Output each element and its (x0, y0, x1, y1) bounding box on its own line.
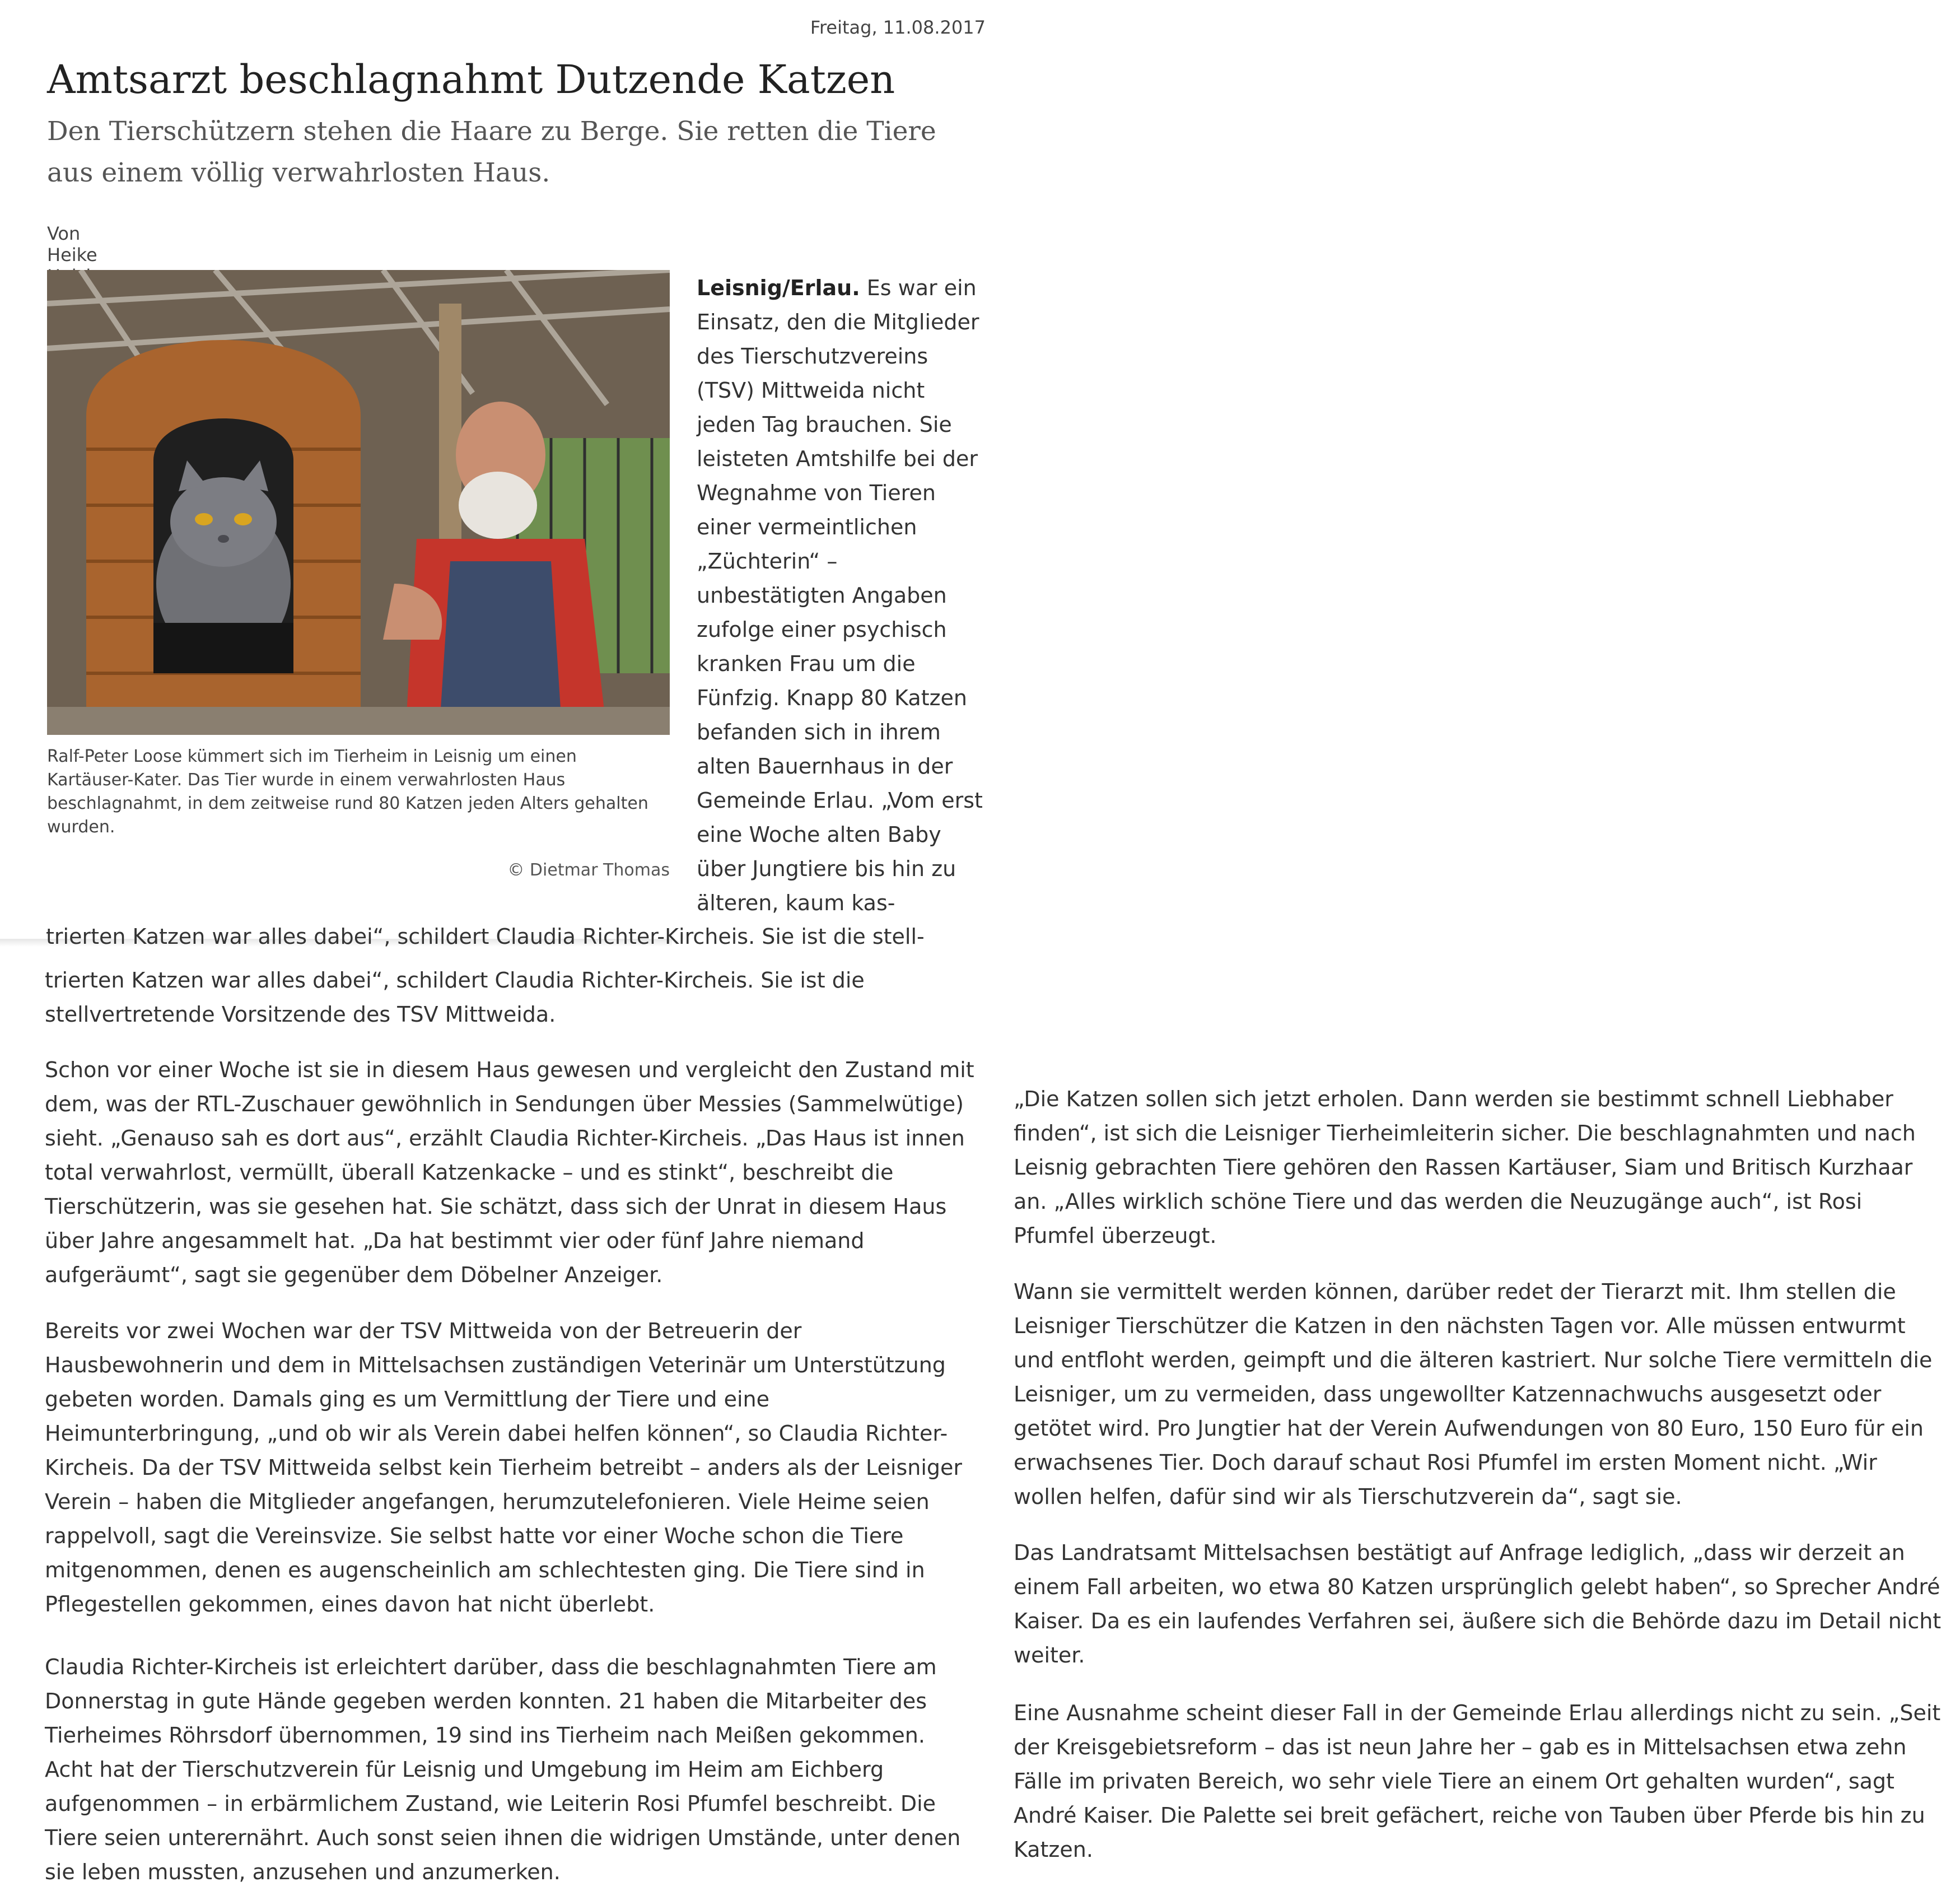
headline: Amtsarzt beschlagnahmt Dutzende Katzen (47, 57, 895, 103)
paragraph-right-3: Das Landratsamt Mittelsachsen bestätigt auf Anfrage lediglich, „dass wir derzeit an einem Fall arbeiten, wo etwa 80 Katzen ursprünglich gelebt haben“, so Sprecher André Kaiser. Da es ein laufendes Verfahren sei, äußere sich die Behörde dazu im Detail nicht weiter. (1014, 1540, 1942, 1668)
paragraph-left-1: trierten Katzen war alles dabei“, schildert Claudia Richter-Kircheis. Sie ist die stellvertretende Vorsitzende des TSV Mittweida. (45, 968, 865, 1027)
lead-paragraph (697, 271, 988, 920)
dateline: Leisnig/Erlau. (697, 276, 860, 300)
paragraph-right-4: Eine Ausnahme scheint dieser Fall in der Gemeinde Erlau allerdings nicht zu sein. „Seit der Kreisgebietsreform – das ist neun Jahre her – gab es in Mittelsachsen etwa zehn Fälle im privaten Bereich, wo sehr viele Tiere an einem Ort gehalten wurden“, sagt André Kaiser. Die Palette sei breit gefächert, reiche von Tauben über Pferde bis hin zu Katzen. (1014, 1701, 1941, 1862)
paragraph-left-2: Schon vor einer Woche ist sie in diesem Haus gewesen und vergleicht den Zustand mit dem, was der RTL-Zuschauer gewöhnlich in Sendungen über Messies (Sammelwütige) sieht. „Genauso sah es dort aus“, erzählt Claudia Richter-Kircheis. „Das Haus ist innen total verwahrlost, vermüllt, überall Katzenkacke – und es stinkt“, beschreibt die Tierschützerin, was sie gesehen hat. Sie schätzt, dass sich der Unrat in diesem Haus über Jahre angesammelt hat. „Da hat bestimmt vier oder fünf Jahre niemand aufgeräumt“, sagt sie gegenüber dem Döbelner Anzeiger. (45, 1058, 974, 1287)
photo-caption: Ralf-Peter Loose kümmert sich im Tierheim in Leisnig um einen Kartäuser-Kater. Das Tier wurde in einem verwahrlosten Haus beschlagnahmt, in dem zeitweise rund 80 Katzen jeden Alters gehalten wurden. (47, 747, 648, 837)
cat-in-basket-photo (47, 270, 670, 735)
paragraph-left-3: Bereits vor zwei Wochen war der TSV Mittweida von der Betreuerin der Hausbewohnerin und dem in Mittelsachsen zuständigen Veterinär um Unterstützung gebeten worden. Damals ging es um Vermittlung der Tiere und eine Heimunterbringung, „und ob wir als Verein dabei helfen können“, so Claudia Richter-Kircheis. Da der TSV Mittweida selbst kein Tierheim betreibt – anders als der Leisniger Verein – haben die Mitglieder angefangen, herumzutelefonieren. Viele Heime seien rappelvoll, sagt die Vereinsvize. Sie selbst hatte vor einer Woche schon die Tiere mitgenommen, denen es augenscheinlich am schlechtesten ging. Die Tiere sind in Pflegestellen gekommen, eines davon hat nicht überlebt. (45, 1319, 963, 1617)
subheadline: Den Tierschützern stehen die Haare zu Berge. Sie retten die Tiere aus einem völlig verwahrlosten Haus. (47, 116, 936, 188)
paragraph-right-2: Wann sie vermittelt werden können, darüber redet der Tierarzt mit. Ihm stellen die Leisniger Tierschützer die Katzen in den nächsten Tagen vor. Alle müssen entwurmt und entfloht werden, geimpft und die älteren kastriert. Nur solche Tiere vermitteln die Leisniger, um zu vermeiden, dass ungewollter Katzennachwuchs ausgesetzt oder getötet wird. Pro Jungtier hat der Verein Aufwendungen von 80 Euro, 150 Euro für ein erwachsenes Tier. Doch darauf schaut Rosi Pfumfel im ersten Moment nicht. „Wir wollen helfen, dafür sind wir als Tierschutzverein da“, sagt sie. (1014, 1279, 1933, 1509)
article-photo (47, 270, 670, 735)
clipped-line: trierten Katzen war alles dabei“, schildert Claudia Richter-Kircheis. Sie ist die stell- (46, 924, 925, 949)
lead-text: Es war ein Einsatz, den die Mitglieder des Tierschutzvereins (TSV) Mittweida nicht jeden Tag brauchen. Sie leisteten Amtshilfe bei der Wegnahme von Tieren einer vermeintlichen „Züchterin“ – unbestätigten Angaben zufolge einer psychisch kranken Frau um die Fünfzig. Knapp 80 Katzen befanden sich in ihrem alten Bauernhaus in der Gemeinde Erlau. „Vom erst eine Woche alten Baby über Jungtiere bis hin zu älteren, kaum kas- (697, 276, 983, 915)
byline: Von Heike (47, 223, 97, 266)
photo-credit: © Dietmar Thomas (507, 860, 670, 880)
paragraph-right-1: „Die Katzen sollen sich jetzt erholen. Dann werden sie bestimmt schnell Liebhaber finden“, ist sich die Leisniger Tierheimleiterin sicher. Die beschlagnahmten und nach Leisnig gebrachten Tiere gehören den Rassen Kartäuser, Siam und Britisch Kurzhaar an. „Alles wirklich schöne Tiere und das werden die Neuzugänge auch“, ist Rosi Pfumfel überzeugt. (1014, 1087, 1916, 1248)
publication-date: Freitag, 11.08.2017 (810, 17, 986, 38)
paragraph-left-4: Claudia Richter-Kircheis ist erleichtert darüber, dass die beschlagnahmten Tiere am Donnerstag in gute Hände gegeben werden konnten. 21 haben die Mitarbeiter des Tierheimes Röhrsdorf übernommen, 19 sind ins Tierheim nach Meißen gekommen. Acht hat der Tierschutzverein für Leisnig und Umgebung im Heim am Eichberg aufgenommen – in erbärmlichem Zustand, wie Leiterin Rosi Pfumfel beschreibt. Die Tiere seien unterernährt. Auch sonst seien ihnen die widrigen Umstände, unter denen sie leben mussten, anzusehen und anzumerken. (45, 1655, 961, 1884)
